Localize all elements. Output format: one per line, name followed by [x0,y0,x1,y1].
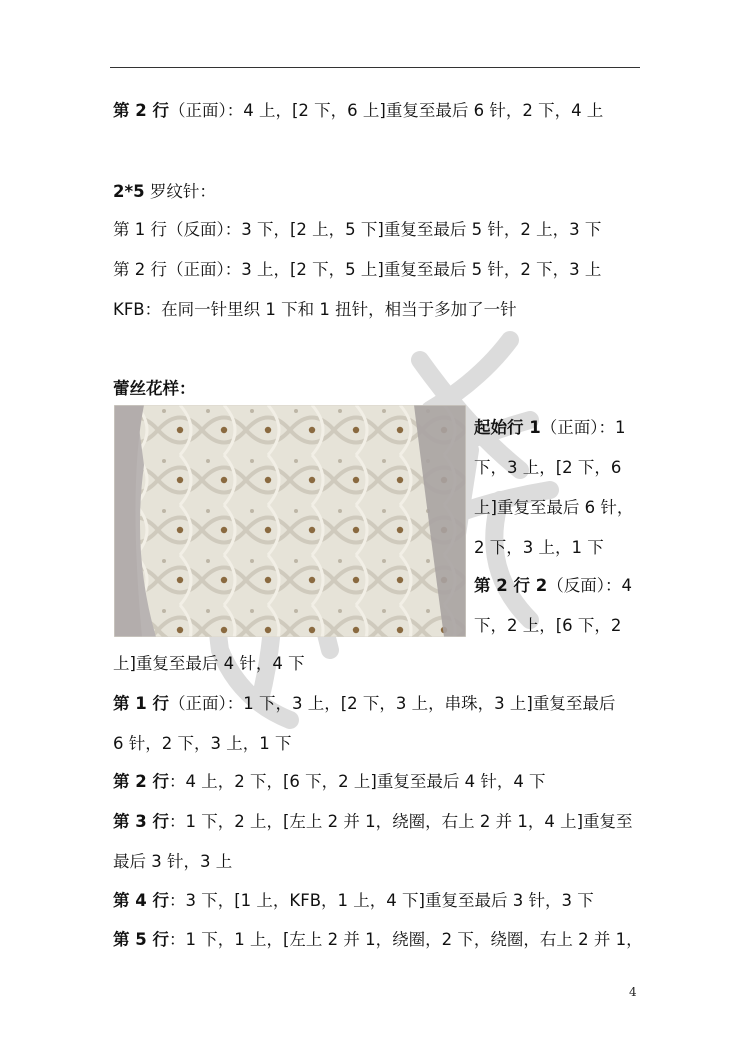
header-rule [110,67,640,68]
row-label: 第 2 行 [113,101,169,120]
kfb-text: ：在同一针里织 1 下和 1 扭针，相当于多加了一针 [144,300,517,319]
side-line-1: 起始行 1（正面）：1 [474,418,626,437]
kfb-label: KFB [113,300,145,319]
side-line-6: 下，2 上，[6 下，2 [474,616,622,635]
page-number: 4 [629,985,637,999]
row-2-right-side [113,100,603,122]
side-continuation: 上]重复至最后 4 针，4 下 [113,654,305,673]
lace-photo [114,405,466,637]
lace-row-5: 第 5 行：1 下，1 上，[左上 2 并 1，绕圈，2 下，绕圈，右上 2 并 1， [113,930,643,949]
kfb-definition [113,299,517,321]
side-line-5: 第 2 行 2（反面）：4 [474,576,632,595]
lace-row-4: 第 4 行：3 下，[1 上，KFB，1 上，4 下]重复至最后 3 针，3 下 [113,891,594,910]
lace-row-3-cont: 最后 3 针，3 上 [113,852,233,871]
lace-row-1: 第 1 行（正面）：1 下，3 上，[2 下，3 上，串珠，3 上]重复至最后 [113,694,616,713]
rib-heading-text: 罗纹针： [144,182,216,201]
lace-row-3: 第 3 行：1 下，2 上，[左上 2 并 1，绕圈，右上 2 并 1，4 上]重复至 [113,812,633,831]
rib-heading [113,181,216,203]
side-line-4: 2 下，3 上，1 下 [474,538,604,557]
rib-heading-bold: 2*5 [113,182,145,201]
lace-row-1-cont: 6 针，2 下，3 上，1 下 [113,734,292,753]
side-line-2: 下，3 上，[2 下，6 [474,458,622,477]
side-line-3: 上]重复至最后 6 针， [474,498,634,517]
lace-row-2: 第 2 行：4 上，2 下，[6 下，2 上]重复至最后 4 针，4 下 [113,772,546,791]
lace-swatch-image [114,405,466,637]
rib-row-1: 第 1 行（反面）：3 下，[2 上，5 下]重复至最后 5 针，2 上，3 下 [113,220,602,239]
lace-heading: 蕾丝花样： [113,379,196,398]
row-text: （正面）：4 上，[2 下，6 上]重复至最后 6 针，2 下，4 上 [168,101,604,120]
rib-row-2: 第 2 行（正面）：3 上，[2 下，5 上]重复至最后 5 针，2 下，3 上 [113,260,602,279]
